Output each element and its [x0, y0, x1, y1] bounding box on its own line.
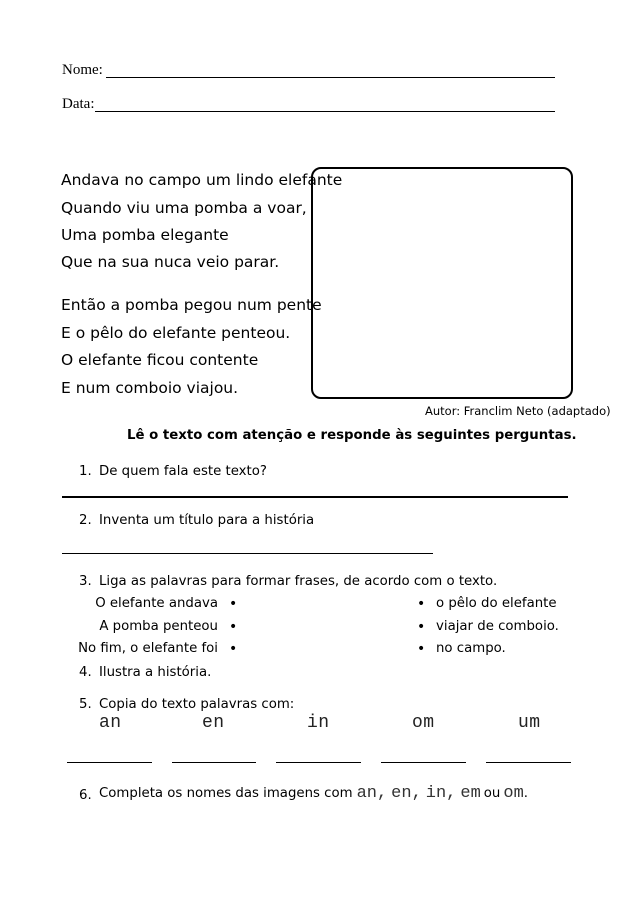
match-right-item: no campo.	[436, 641, 506, 656]
name-field[interactable]	[106, 77, 555, 78]
question-5-number: 5.	[79, 697, 92, 712]
poem-line: E num comboio viajou.	[61, 379, 239, 397]
sentence-period: .	[523, 786, 529, 801]
date-label: Data:	[62, 96, 95, 112]
copy-line-en[interactable]	[172, 762, 256, 763]
poem-line: Uma pomba elegante	[61, 226, 229, 244]
copy-line-an[interactable]	[67, 762, 152, 763]
instruction-heading: Lê o texto com atenção e responde às seguintes perguntas.	[127, 428, 577, 443]
syllable-inline-en: en,	[391, 784, 422, 803]
question-2-text: Inventa um título para a história	[99, 513, 315, 528]
question-5-text: Copia do texto palavras com:	[99, 697, 295, 712]
match-left-dot[interactable]: •	[229, 596, 238, 612]
question-6-number: 6.	[79, 788, 92, 803]
illustration-frame[interactable]	[311, 167, 573, 399]
syllable-an: an	[99, 713, 122, 733]
question-3-number: 3.	[79, 574, 92, 589]
poem-line: Andava no campo um lindo elefante	[61, 171, 343, 189]
question-4-text: Ilustra a história.	[99, 665, 212, 680]
match-left-item: O elefante andava	[95, 596, 218, 611]
match-right-dot[interactable]: •	[417, 641, 426, 657]
syllable-inline-in: in,	[425, 784, 457, 803]
match-right-item: viajar de comboio.	[436, 619, 559, 634]
question-6-line	[99, 784, 528, 803]
date-field[interactable]	[95, 111, 555, 112]
syllable-inline-om: om	[503, 784, 524, 803]
name-label: Nome:	[62, 62, 103, 78]
question-1-text: De quem fala este texto?	[99, 464, 267, 479]
syllable-om: om	[412, 713, 435, 733]
conjunction-or: ou	[483, 786, 501, 801]
match-left-dot[interactable]: •	[229, 641, 238, 657]
answer-line-1[interactable]	[62, 496, 568, 498]
syllable-en: en	[202, 713, 225, 733]
syllable-in: in	[307, 713, 330, 733]
author-credit: Autor: Franclim Neto (adaptado)	[425, 404, 611, 418]
match-right-dot[interactable]: •	[417, 596, 426, 612]
question-1-number: 1.	[79, 464, 92, 479]
copy-line-um[interactable]	[486, 762, 571, 763]
match-right-item: o pêlo do elefante	[436, 596, 557, 611]
question-4-number: 4.	[79, 665, 92, 680]
match-left-item: No fim, o elefante foi	[78, 641, 218, 656]
match-right-dot[interactable]: •	[417, 619, 426, 635]
poem-line: Quando viu uma pomba a voar,	[61, 199, 307, 217]
poem-line: E o pêlo do elefante penteou.	[61, 324, 291, 342]
question-3-text: Liga as palavras para formar frases, de acordo com o texto.	[99, 574, 498, 589]
copy-line-om[interactable]	[381, 762, 466, 763]
question-6-text: Completa os nomes das imagens com	[99, 786, 353, 801]
syllable-inline-an: an,	[356, 784, 388, 803]
match-left-item: A pomba penteou	[99, 619, 218, 634]
poem-line: Então a pomba pegou num pente	[61, 296, 322, 314]
poem-line: Que na sua nuca veio parar.	[61, 253, 280, 271]
question-2-number: 2.	[79, 513, 92, 528]
copy-line-in[interactable]	[276, 762, 361, 763]
syllable-inline-em: em	[460, 784, 481, 803]
syllable-um: um	[518, 713, 541, 733]
answer-line-2[interactable]	[62, 553, 433, 554]
poem-line: O elefante ficou contente	[61, 351, 259, 369]
match-left-dot[interactable]: •	[229, 619, 238, 635]
